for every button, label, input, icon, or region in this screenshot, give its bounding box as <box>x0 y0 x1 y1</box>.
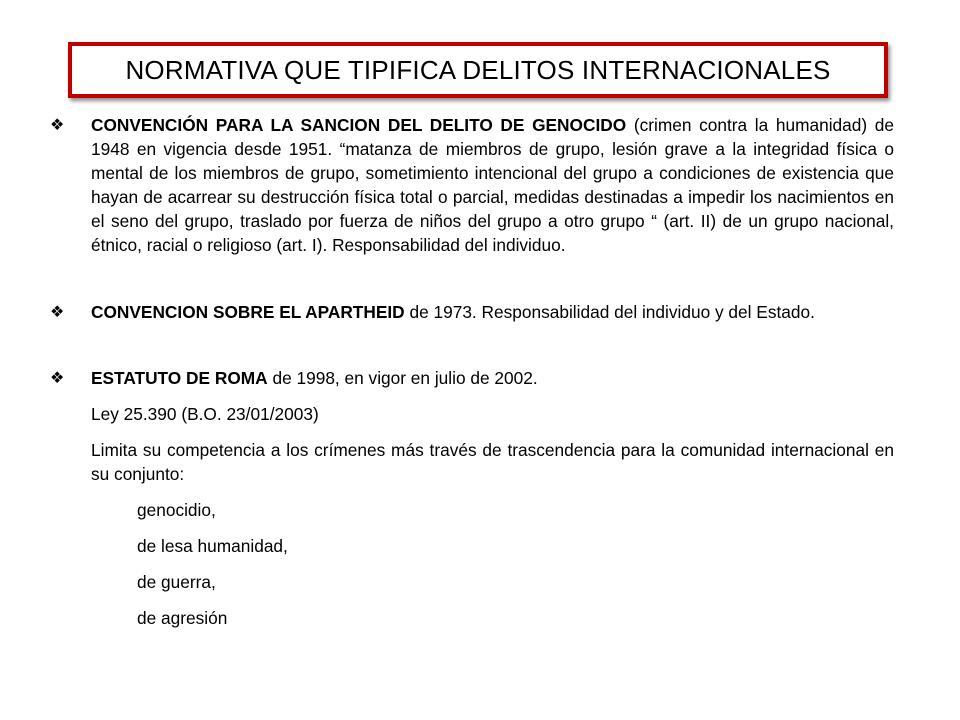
slide-title-box <box>68 42 888 98</box>
bullet-heading: CONVENCIÓN PARA LA SANCION DEL DELITO DE GENOCIDO <box>91 115 627 135</box>
crime-list-item: genocidio, <box>137 500 216 520</box>
slide-title: NORMATIVA QUE TIPIFICA DELITOS INTERNACIONALES <box>125 54 831 85</box>
bullet-item-apartheid-convention <box>50 300 894 324</box>
bullet-item-genocide-convention <box>50 113 894 257</box>
bullet-text: de 1973. Responsabilidad del individuo y del Estado. <box>404 302 815 322</box>
bullet-heading: CONVENCION SOBRE EL APARTHEID <box>91 302 405 322</box>
bullet-heading: ESTATUTO DE ROMA <box>91 368 268 388</box>
bullet-item-rome-statute <box>50 366 894 390</box>
diamond-bullet-icon: ❖ <box>50 302 65 321</box>
crime-list-item: de agresión <box>137 608 228 628</box>
bullet-text: de 1998, en vigor en julio de 2002. <box>267 368 538 388</box>
slide-body <box>50 113 894 630</box>
law-reference: Ley 25.390 (B.O. 23/01/2003) <box>91 404 319 424</box>
crime-list-item: de guerra, <box>137 572 216 592</box>
competence-description: Limita su competencia a los crímenes más través de trascendencia para la comunidad internacional en su conjunto: <box>91 440 894 484</box>
diamond-bullet-icon: ❖ <box>50 368 65 387</box>
crime-list-item: de lesa humanidad, <box>137 536 288 556</box>
diamond-bullet-icon: ❖ <box>50 115 65 134</box>
bullet-text: (crimen contra la humanidad) de 1948 en vigencia desde 1951. “matanza de miembros de grupo, lesión grave a la integridad física o mental de los miembros de grupo, sometimiento intencional del grupo a condiciones de existencia que hayan de acarrear su destrucción física total o parcial, medidas destinadas a impedir los nacimientos en el seno del grupo, traslado por fuerza de niños del grupo a otro grupo “ (art. II) de un grupo nacional, étnico, racial o religioso (art. I). Responsabilidad del individuo. <box>91 115 894 255</box>
